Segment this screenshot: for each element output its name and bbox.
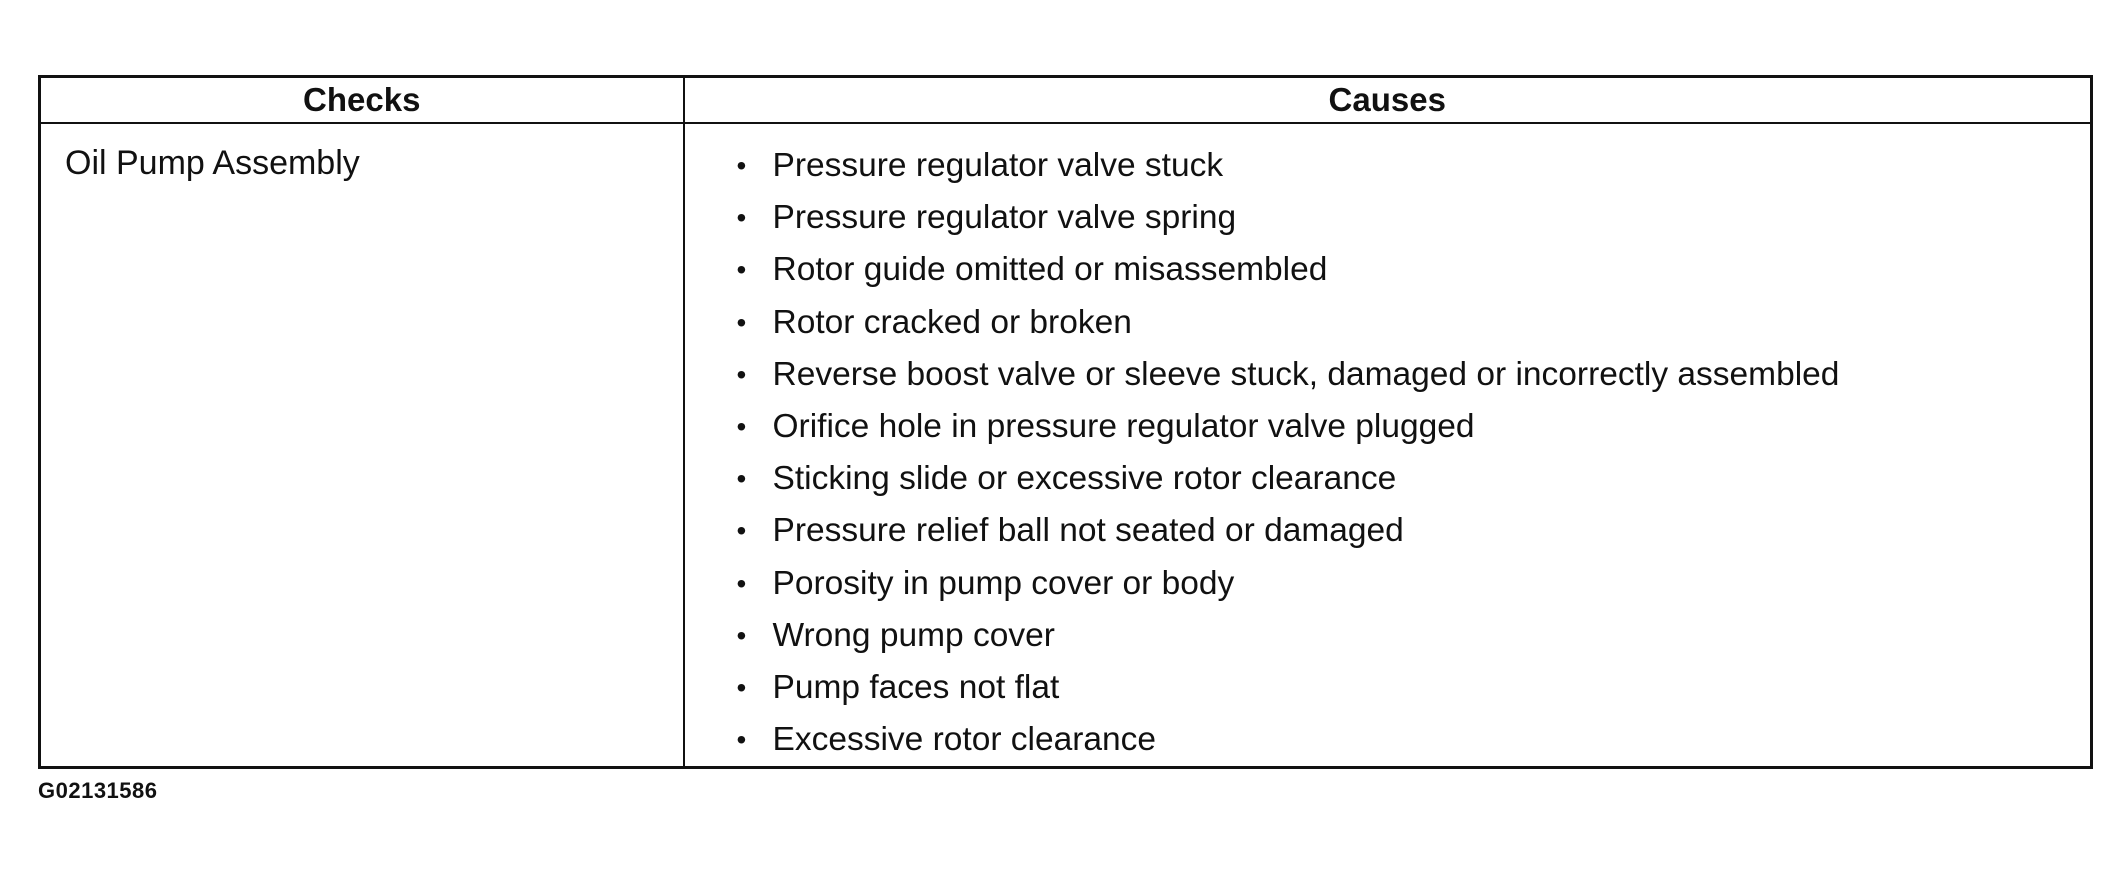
cause-text: Orifice hole in pressure regulator valve plugged <box>772 407 1475 445</box>
check-cell: Oil Pump Assembly <box>40 123 684 768</box>
bullet-icon: • <box>736 358 747 390</box>
bullet-icon: • <box>736 463 747 495</box>
cause-text: Pressure regulator valve stuck <box>772 147 1224 184</box>
causes-list <box>685 140 2091 766</box>
bullet-icon: • <box>736 567 747 599</box>
bullet-icon: • <box>736 515 747 547</box>
causes-cell <box>684 123 2092 768</box>
bullet-icon: • <box>736 254 747 286</box>
cause-text: Rotor guide omitted or misassembled <box>772 251 1328 289</box>
bullet-icon: • <box>736 410 747 442</box>
cause-text: Excessive rotor clearance <box>772 721 1157 759</box>
bullet-icon: • <box>736 306 747 338</box>
list-item <box>685 558 2091 610</box>
figure-id: G02131586 <box>38 778 158 803</box>
cause-text: Wrong pump cover <box>772 616 1055 654</box>
cause-text: Pump faces not flat <box>772 668 1060 706</box>
list-item <box>685 297 2091 349</box>
bullet-icon: • <box>736 202 747 234</box>
list-item <box>685 453 2091 505</box>
list-item <box>685 192 2091 244</box>
list-item <box>685 505 2091 557</box>
bullet-icon: • <box>736 150 747 181</box>
checks-header: Checks <box>40 77 684 124</box>
table-row <box>40 123 2092 768</box>
cause-text: Sticking slide or excessive rotor clearance <box>772 460 1397 498</box>
cause-text: Reverse boost valve or sleeve stuck, damaged or incorrectly assembled <box>772 355 1840 393</box>
bullet-icon: • <box>736 619 747 651</box>
list-item <box>685 349 2091 401</box>
table-header-row <box>40 77 2092 124</box>
list-item <box>685 714 2091 766</box>
list-item <box>685 244 2091 296</box>
diagnosis-table <box>38 75 2093 769</box>
causes-header: Causes <box>684 77 2092 124</box>
bullet-icon: • <box>736 671 747 703</box>
cause-text: Pressure regulator valve spring <box>772 199 1237 237</box>
bullet-icon: • <box>736 724 747 756</box>
cause-text: Porosity in pump cover or body <box>772 564 1235 602</box>
list-item <box>685 662 2091 714</box>
cause-text: Pressure relief ball not seated or damaged <box>772 512 1404 550</box>
list-item <box>685 401 2091 453</box>
list-item <box>685 140 2091 192</box>
cause-text: Rotor cracked or broken <box>772 303 1132 341</box>
list-item <box>685 610 2091 662</box>
